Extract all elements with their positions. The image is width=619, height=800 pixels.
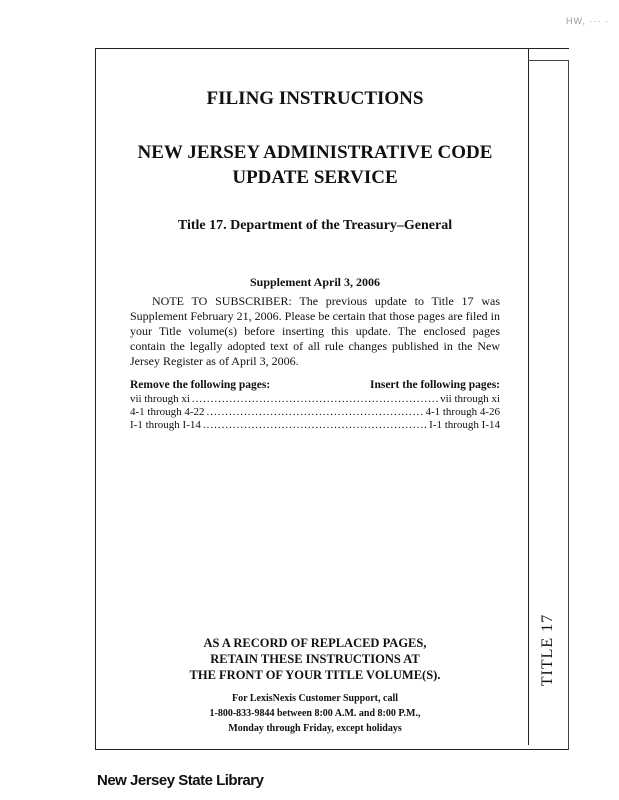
title-subtitle: Title 17. Department of the Treasury–General bbox=[177, 218, 453, 233]
table-row bbox=[130, 393, 500, 406]
support-line1: For LexisNexis Customer Support, call bbox=[231, 693, 398, 704]
remove-range: vii through xi bbox=[130, 393, 190, 405]
table-row bbox=[130, 419, 500, 432]
pages-table bbox=[130, 393, 500, 432]
supplement-date: Supplement April 3, 2006 bbox=[249, 275, 381, 289]
support-line2: 1-800-833-9844 between 8:00 A.M. and 8:00 P.M., bbox=[209, 708, 421, 719]
code-heading bbox=[130, 140, 500, 190]
support-line3: Monday through Friday, except holidays bbox=[228, 723, 402, 734]
table-row bbox=[130, 406, 500, 419]
insert-range: 4-1 through 4-26 bbox=[425, 406, 500, 418]
library-footer: New Jersey State Library bbox=[97, 772, 264, 789]
insert-pages-header: Insert the following pages: bbox=[369, 379, 500, 391]
tab-strip-edge bbox=[568, 60, 569, 750]
insert-range: vii through xi bbox=[440, 393, 500, 405]
remove-range: 4-1 through 4-22 bbox=[130, 406, 205, 418]
frame-right-border bbox=[528, 48, 529, 745]
insert-range: I-1 through I-14 bbox=[429, 419, 500, 431]
tab-strip-top bbox=[528, 60, 569, 61]
leader-dots bbox=[207, 406, 424, 419]
record-instructions bbox=[130, 635, 500, 683]
record-line1: AS A RECORD OF REPLACED PAGES, bbox=[203, 636, 427, 650]
code-heading-line2: UPDATE SERVICE bbox=[232, 167, 398, 188]
leader-dots bbox=[203, 419, 427, 432]
scan-mark: HW, ··· · bbox=[566, 16, 609, 26]
frame-bottom-border bbox=[95, 749, 569, 750]
page-title: FILING INSTRUCTIONS bbox=[206, 88, 424, 109]
title-tab-label: TITLE 17 bbox=[539, 613, 556, 687]
frame-left-border bbox=[95, 48, 96, 750]
record-line3: THE FRONT OF YOUR TITLE VOLUME(S). bbox=[189, 668, 441, 682]
code-heading-line1: NEW JERSEY ADMINISTRATIVE CODE bbox=[137, 142, 493, 163]
frame-top-border bbox=[95, 48, 569, 49]
remove-range: I-1 through I-14 bbox=[130, 419, 201, 431]
remove-pages-header: Remove the following pages: bbox=[130, 379, 271, 391]
pages-table-header bbox=[130, 379, 500, 391]
leader-dots bbox=[192, 393, 438, 406]
customer-support bbox=[130, 691, 500, 736]
record-line2: RETAIN THESE INSTRUCTIONS AT bbox=[210, 652, 420, 666]
subscriber-note: NOTE TO SUBSCRIBER: The previous update to Title 17 was Supplement February 21, 2006. Please be certain that those pages are filed in your Title volume(s) before inserting this update. The enclosed pages contain the legally adopted text of all rule changes published in the New Jersey Register as of April 3, 2006. bbox=[130, 294, 500, 368]
